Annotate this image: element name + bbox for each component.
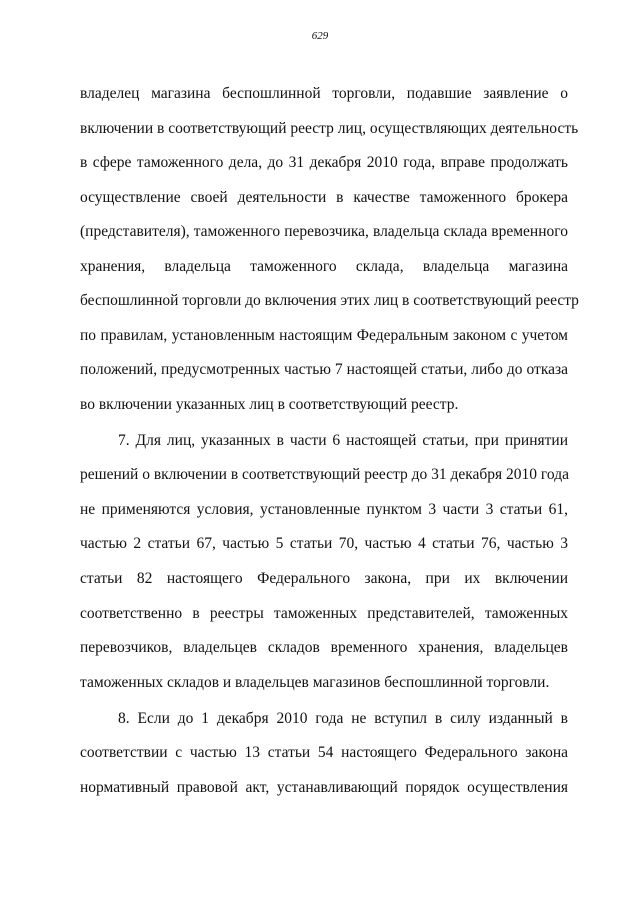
- text-line: включении в соответствующий реестр лиц, осуществляющих деятельность: [80, 120, 579, 137]
- paragraph-7-first-line: 7. Для лиц, указанных в части 6 настоящей статьи, при принятии: [118, 432, 568, 449]
- text-line: (представителя), таможенного перевозчика, владельца склада временного: [80, 223, 568, 240]
- text-line: осуществление своей деятельности в качестве таможенного брокера: [80, 189, 568, 206]
- text-line: частью 2 статьи 67, частью 5 статьи 70, частью 4 статьи 76, частью 3: [80, 535, 568, 552]
- text-line: хранения, владельца таможенного склада, владельца магазина: [80, 258, 568, 275]
- page-number: 629: [311, 30, 329, 42]
- text-line: в сфере таможенного дела, до 31 декабря 2010 года, вправе продолжать: [80, 154, 568, 171]
- text-line: нормативный правовой акт, устанавливающий порядок осуществления: [80, 779, 568, 796]
- text-line: не применяются условия, установленные пунктом 3 части 3 статьи 61,: [80, 501, 568, 518]
- text-line: таможенных складов и владельцев магазинов беспошлинной торговли.: [80, 674, 550, 691]
- text-line: по правилам, установленным настоящим Федеральным законом с учетом: [80, 327, 568, 344]
- text-line: статьи 82 настоящего Федерального закона, при их включении: [80, 570, 568, 587]
- text-line: соответствии с частью 13 статьи 54 настоящего Федерального закона: [80, 744, 568, 761]
- text-line: во включении указанных лиц в соответствующий реестр.: [80, 396, 459, 413]
- text-line: решений о включении в соответствующий реестр до 31 декабря 2010 года: [80, 466, 569, 483]
- text-line: перевозчиков, владельцев складов временного хранения, владельцев: [80, 639, 568, 656]
- paragraph-8-first-line: 8. Если до 1 декабря 2010 года не вступил в силу изданный в: [118, 710, 568, 727]
- text-line: соответственно в реестры таможенных представителей, таможенных: [80, 605, 568, 622]
- text-line: положений, предусмотренных частью 7 настоящей статьи, либо до отказа: [80, 361, 568, 378]
- text-line: владелец магазина беспошлинной торговли, подавшие заявление о: [80, 85, 568, 102]
- text-line: беспошлинной торговли до включения этих лиц в соответствующий реестр: [80, 292, 579, 309]
